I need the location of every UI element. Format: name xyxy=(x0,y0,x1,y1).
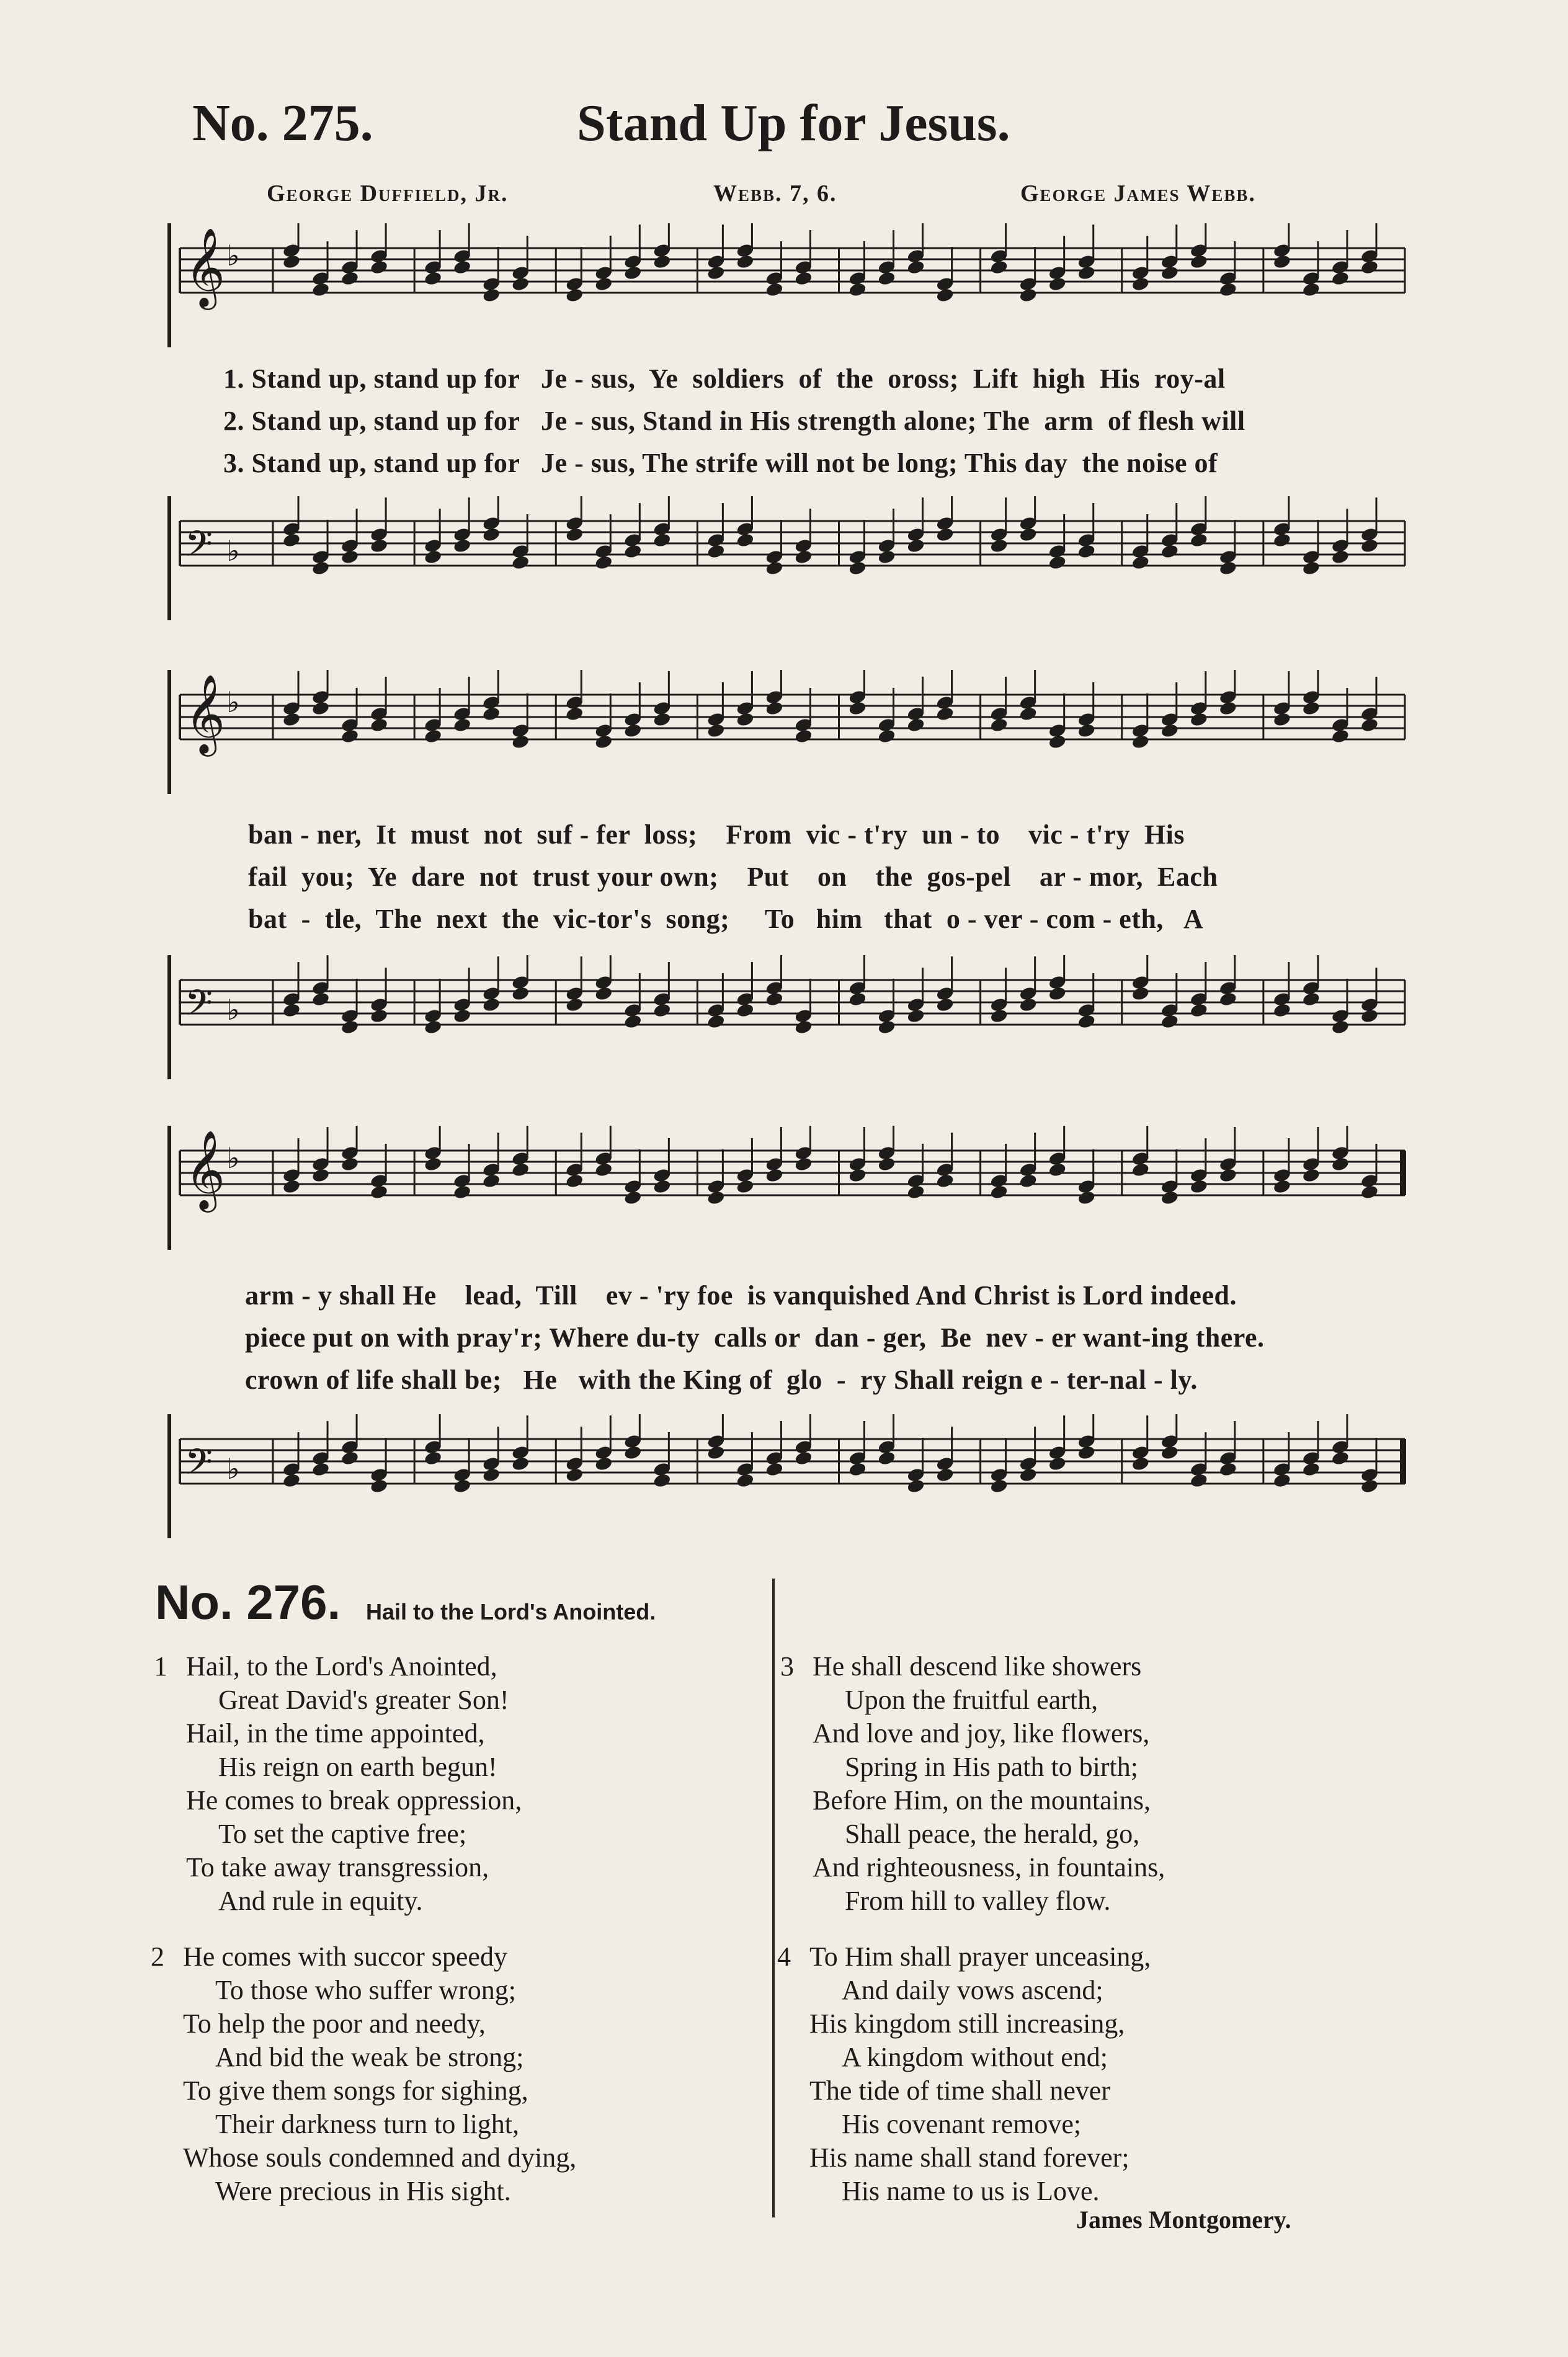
lyric-line: 2. Stand up, stand up for Je - sus, Stand in His strength alone; The arm of flesh will xyxy=(223,406,1245,436)
note-head xyxy=(311,991,331,1007)
note-head xyxy=(1018,287,1038,303)
note-head xyxy=(511,555,530,571)
note-head xyxy=(848,1167,867,1183)
stanza-line: His name to us is Love. xyxy=(842,2176,1100,2206)
note-head xyxy=(877,270,896,287)
note-head xyxy=(1048,555,1067,571)
treble-clef-icon: 𝄞 xyxy=(185,227,226,306)
note-head xyxy=(706,1190,726,1206)
note-head xyxy=(1077,1445,1096,1461)
bass-clef-icon: 𝄢 xyxy=(185,982,213,1033)
note-head xyxy=(1273,254,1292,270)
note-head xyxy=(311,1167,331,1183)
lyric-line: fail you; Ye dare not trust your own; Put on the gos-pel ar - mor, Each xyxy=(248,862,1218,892)
note-head xyxy=(765,1461,784,1477)
stanza-line: And rule in equity. xyxy=(218,1886,423,1916)
stanza-line: To take away transgression, xyxy=(186,1852,489,1882)
note-head xyxy=(736,1002,755,1018)
note-head xyxy=(565,1173,584,1189)
note-head xyxy=(1273,532,1292,548)
note-head xyxy=(848,560,867,576)
stanza-number: 2 xyxy=(151,1941,164,1972)
note-head xyxy=(1160,1014,1179,1030)
note-head xyxy=(1360,1478,1379,1494)
note-head xyxy=(1160,723,1179,739)
hymn-276-number: No. 276. xyxy=(155,1575,341,1629)
note-head xyxy=(935,527,955,543)
treble-staff-2 xyxy=(0,670,1568,794)
note-head xyxy=(482,287,501,303)
note-head xyxy=(1273,1473,1292,1489)
note-head xyxy=(482,1467,501,1483)
note-head xyxy=(1219,1167,1238,1183)
composer-credit: George James Webb. xyxy=(1020,180,1256,207)
note-head xyxy=(1302,1461,1321,1477)
stanza-line: To Him shall prayer unceasing, xyxy=(809,1941,1151,1972)
note-head xyxy=(453,1478,472,1494)
flat-icon: ♭ xyxy=(226,534,240,568)
note-head xyxy=(1190,1002,1209,1018)
note-head xyxy=(794,270,813,287)
note-head xyxy=(1160,543,1179,559)
note-head xyxy=(1131,1456,1150,1472)
note-head xyxy=(736,532,755,548)
note-head xyxy=(565,706,584,722)
note-head xyxy=(736,1473,755,1489)
note-head xyxy=(482,706,501,722)
hymn-275-number: No. 275. xyxy=(192,94,373,152)
stanza-1 xyxy=(154,1650,522,1918)
note-head xyxy=(565,287,584,303)
note-head xyxy=(282,711,301,728)
stanza-line: Spring in His path to birth; xyxy=(845,1752,1138,1782)
stanza-line: To set the captive free; xyxy=(218,1819,467,1849)
column-divider xyxy=(772,1579,775,2217)
flat-icon: ♭ xyxy=(226,239,240,272)
note-head xyxy=(1018,1467,1038,1483)
note-head xyxy=(453,1184,472,1200)
note-head xyxy=(906,259,925,275)
note-head xyxy=(653,1002,672,1018)
stanza-line: To help the poor and needy, xyxy=(183,2008,486,2039)
note-head xyxy=(623,543,643,559)
note-head xyxy=(453,538,472,554)
note-head xyxy=(370,717,389,733)
stanza-line: Whose souls condemned and dying, xyxy=(183,2142,577,2173)
stanza-line: His reign on earth begun! xyxy=(218,1752,497,1782)
note-head xyxy=(424,270,443,287)
note-head xyxy=(736,254,755,270)
note-head xyxy=(341,549,360,565)
note-head xyxy=(794,549,813,565)
note-head xyxy=(1360,717,1379,733)
stanza-line: A kingdom without end; xyxy=(842,2042,1108,2072)
note-head xyxy=(989,1184,1009,1200)
final-barline xyxy=(1400,1151,1406,1195)
note-head xyxy=(653,532,672,548)
stanza-2 xyxy=(151,1940,577,2208)
note-head xyxy=(765,282,784,298)
note-head xyxy=(653,1473,672,1489)
stanza-line: And bid the weak be strong; xyxy=(215,2042,524,2072)
author-credit: George Duffield, Jr. xyxy=(267,180,509,207)
note-head xyxy=(1048,276,1067,292)
system-bracket xyxy=(167,223,171,347)
note-head xyxy=(282,532,301,548)
note-head xyxy=(1302,991,1321,1007)
flat-icon: ♭ xyxy=(226,1452,240,1486)
note-head xyxy=(1302,282,1321,298)
note-head xyxy=(877,549,896,565)
note-head xyxy=(1273,1178,1292,1195)
lyric-line: 3. Stand up, stand up for Je - sus, The strife will not be long; This day the noise of xyxy=(223,448,1218,478)
note-head xyxy=(453,259,472,275)
stanza-line: From hill to valley flow. xyxy=(845,1886,1111,1916)
system-bracket xyxy=(167,496,171,620)
note-head xyxy=(906,717,925,733)
note-head xyxy=(989,717,1009,733)
note-head xyxy=(341,1450,360,1466)
note-head xyxy=(1331,1019,1350,1035)
note-head xyxy=(1302,700,1321,716)
note-head xyxy=(1131,734,1150,750)
note-head xyxy=(1302,560,1321,576)
lyric-line: arm - y shall He lead, Till ev - 'ry foe is vanquished And Christ is Lord indeed. xyxy=(245,1280,1237,1311)
note-head xyxy=(1360,538,1379,554)
note-head xyxy=(989,1478,1009,1494)
note-head xyxy=(736,711,755,728)
note-head xyxy=(1190,1178,1209,1195)
note-head xyxy=(653,254,672,270)
note-head xyxy=(848,991,867,1007)
note-head xyxy=(341,1019,360,1035)
note-head xyxy=(906,538,925,554)
note-head xyxy=(1077,1190,1096,1206)
note-head xyxy=(1077,723,1096,739)
note-head xyxy=(765,991,784,1007)
lyric-line: bat - tle, The next the vic-tor's song; To him that o - ver - com - eth, A xyxy=(248,904,1204,934)
note-head xyxy=(765,560,784,576)
stanza-line: His kingdom still increasing, xyxy=(809,2008,1125,2039)
system-bracket xyxy=(167,670,171,794)
stanza-line: And love and joy, like flowers, xyxy=(813,1718,1150,1749)
note-head xyxy=(1190,711,1209,728)
note-head xyxy=(1131,986,1150,1002)
note-head xyxy=(1219,560,1238,576)
stanza-line: He shall descend like showers xyxy=(813,1651,1142,1682)
note-head xyxy=(706,1014,726,1030)
note-head xyxy=(848,282,867,298)
note-head xyxy=(482,1173,501,1189)
lyric-line: ban - ner, It must not suf - fer loss; From vic - t'ry un - to vic - t'ry His xyxy=(248,819,1185,850)
system-bracket xyxy=(167,1126,171,1250)
note-head xyxy=(935,1173,955,1189)
note-head xyxy=(1219,991,1238,1007)
note-head xyxy=(794,1156,813,1172)
note-head xyxy=(935,706,955,722)
note-head xyxy=(906,1184,925,1200)
note-head xyxy=(1131,555,1150,571)
note-head xyxy=(453,717,472,733)
note-head xyxy=(341,728,360,744)
note-head xyxy=(511,734,530,750)
note-head xyxy=(794,728,813,744)
note-head xyxy=(653,711,672,728)
stanza-line: And righteousness, in fountains, xyxy=(813,1852,1165,1882)
note-head xyxy=(424,1450,443,1466)
note-head xyxy=(794,1019,813,1035)
note-head xyxy=(623,1445,643,1461)
note-head xyxy=(706,543,726,559)
note-head xyxy=(1360,1184,1379,1200)
note-head xyxy=(877,728,896,744)
note-head xyxy=(282,1002,301,1018)
stanza-3 xyxy=(780,1650,1165,1918)
note-head xyxy=(935,287,955,303)
stanza-line: Hail, to the Lord's Anointed, xyxy=(186,1651,497,1682)
note-head xyxy=(794,1450,813,1466)
note-head xyxy=(877,1450,896,1466)
note-head xyxy=(736,1178,755,1195)
note-head xyxy=(594,734,613,750)
note-head xyxy=(1331,1156,1350,1172)
note-head xyxy=(1048,1456,1067,1472)
note-head xyxy=(1131,276,1150,292)
note-head xyxy=(341,270,360,287)
note-head xyxy=(511,276,530,292)
note-head xyxy=(706,265,726,281)
note-head xyxy=(311,282,331,298)
treble-staff-3 xyxy=(0,1126,1568,1250)
note-head xyxy=(565,1467,584,1483)
note-head xyxy=(594,986,613,1002)
stanza-line: And daily vows ascend; xyxy=(842,1975,1103,2005)
stanza-line: Great David's greater Son! xyxy=(218,1685,509,1715)
note-head xyxy=(1219,1461,1238,1477)
note-head xyxy=(1048,1162,1067,1178)
hymn-276-title: Hail to the Lord's Anointed. xyxy=(366,1599,656,1624)
final-barline xyxy=(1400,1439,1406,1484)
note-head xyxy=(311,1461,331,1477)
bass-staff-2 xyxy=(0,955,1568,1079)
note-head xyxy=(1018,997,1038,1013)
stanza-number: 1 xyxy=(154,1651,167,1682)
note-head xyxy=(706,723,726,739)
note-head xyxy=(935,997,955,1013)
lyric-line: crown of life shall be; He with the King of glo - ry Shall reign e - ter-nal - ly. xyxy=(245,1365,1198,1395)
note-head xyxy=(594,1456,613,1472)
stanza-line: Before Him, on the mountains, xyxy=(813,1785,1151,1816)
note-head xyxy=(311,560,331,576)
note-head xyxy=(706,1445,726,1461)
note-head xyxy=(370,1184,389,1200)
note-head xyxy=(906,1008,925,1024)
note-head xyxy=(453,1008,472,1024)
stanza-4 xyxy=(777,1940,1151,2208)
bass-clef-icon: 𝄢 xyxy=(185,1441,213,1492)
stanza-number: 4 xyxy=(777,1941,791,1972)
note-head xyxy=(482,527,501,543)
stanza-line: He comes with succor speedy xyxy=(183,1941,507,1972)
lyric-line: 1. Stand up, stand up for Je - sus, Ye soldiers of the oross; Lift high His roy-al xyxy=(223,363,1226,394)
note-head xyxy=(282,1178,301,1195)
note-head xyxy=(1018,1173,1038,1189)
note-head xyxy=(877,1156,896,1172)
note-head xyxy=(565,527,584,543)
note-head xyxy=(653,1178,672,1195)
note-head xyxy=(282,1473,301,1489)
system-bracket xyxy=(167,1414,171,1538)
stanza-line: Shall peace, the herald, go, xyxy=(845,1819,1140,1849)
note-head xyxy=(1160,1445,1179,1461)
note-head xyxy=(1190,254,1209,270)
lyric-line: piece put on with pray'r; Where du-ty calls or dan - ger, Be nev - er want-ing there. xyxy=(245,1322,1265,1353)
note-head xyxy=(1160,1190,1179,1206)
note-head xyxy=(1219,282,1238,298)
note-head xyxy=(424,1019,443,1035)
note-head xyxy=(424,728,443,744)
note-head xyxy=(1331,1450,1350,1466)
flat-icon: ♭ xyxy=(226,685,240,719)
flat-icon: ♭ xyxy=(226,1141,240,1175)
note-head xyxy=(370,1478,389,1494)
note-head xyxy=(565,997,584,1013)
note-head xyxy=(1048,986,1067,1002)
note-head xyxy=(989,538,1009,554)
note-head xyxy=(765,1167,784,1183)
stanza-line: The tide of time shall never xyxy=(809,2075,1111,2106)
note-head xyxy=(765,700,784,716)
stanza-line: He comes to break oppression, xyxy=(186,1785,522,1816)
note-head xyxy=(311,700,331,716)
note-head xyxy=(1018,706,1038,722)
stanza-line: To those who suffer wrong; xyxy=(215,1975,516,2005)
note-head xyxy=(424,1156,443,1172)
note-head xyxy=(623,265,643,281)
stanza-line: Were precious in His sight. xyxy=(215,2176,511,2206)
stanza-line: His name shall stand forever; xyxy=(809,2142,1129,2173)
note-head xyxy=(1302,1167,1321,1183)
note-head xyxy=(1077,265,1096,281)
note-head xyxy=(935,1467,955,1483)
stanza-line: Their darkness turn to light, xyxy=(215,2109,520,2139)
note-head xyxy=(623,723,643,739)
treble-clef-icon: 𝄞 xyxy=(185,1129,226,1209)
note-head xyxy=(370,1008,389,1024)
note-head xyxy=(1331,728,1350,744)
note-head xyxy=(370,538,389,554)
note-head xyxy=(1190,532,1209,548)
note-head xyxy=(623,1190,643,1206)
treble-staff-1 xyxy=(0,223,1568,347)
note-head xyxy=(848,1461,867,1477)
note-head xyxy=(1360,259,1379,275)
note-head xyxy=(989,1008,1009,1024)
note-head xyxy=(1131,1162,1150,1178)
stanza-line: To give them songs for sighing, xyxy=(183,2075,528,2106)
note-head xyxy=(511,986,530,1002)
note-head xyxy=(1219,700,1238,716)
bass-clef-icon: 𝄢 xyxy=(185,523,213,574)
stanza-number: 3 xyxy=(780,1651,794,1682)
note-head xyxy=(1190,1473,1209,1489)
note-head xyxy=(1077,543,1096,559)
note-head xyxy=(482,997,501,1013)
note-head xyxy=(424,549,443,565)
hymn-275-title: Stand Up for Jesus. xyxy=(577,94,1010,152)
stanza-line: Hail, in the time appointed, xyxy=(186,1718,485,1749)
note-head xyxy=(1273,1002,1292,1018)
note-head xyxy=(1160,265,1179,281)
note-head xyxy=(594,1162,613,1178)
author-attribution: James Montgomery. xyxy=(1076,2206,1291,2234)
note-head xyxy=(1331,549,1350,565)
note-head xyxy=(1360,1008,1379,1024)
stanza-line: His covenant remove; xyxy=(842,2109,1082,2139)
stanza-line: Upon the fruitful earth, xyxy=(845,1685,1098,1715)
note-head xyxy=(594,276,613,292)
note-head xyxy=(370,259,389,275)
note-head xyxy=(623,1014,643,1030)
note-head xyxy=(511,1456,530,1472)
note-head xyxy=(1048,734,1067,750)
note-head xyxy=(877,1019,896,1035)
note-head xyxy=(1018,527,1038,543)
tune-name: Webb. 7, 6. xyxy=(713,180,837,207)
note-head xyxy=(906,1478,925,1494)
note-head xyxy=(1273,711,1292,728)
system-bracket xyxy=(167,955,171,1079)
note-head xyxy=(989,259,1009,275)
note-head xyxy=(1077,1014,1096,1030)
bass-staff-3 xyxy=(0,1414,1568,1538)
note-head xyxy=(848,700,867,716)
note-head xyxy=(1331,270,1350,287)
treble-clef-icon: 𝄞 xyxy=(185,674,226,753)
note-head xyxy=(511,1162,530,1178)
bass-staff-1 xyxy=(0,496,1568,620)
note-head xyxy=(341,1156,360,1172)
note-head xyxy=(282,254,301,270)
note-head xyxy=(594,555,613,571)
flat-icon: ♭ xyxy=(226,993,240,1027)
